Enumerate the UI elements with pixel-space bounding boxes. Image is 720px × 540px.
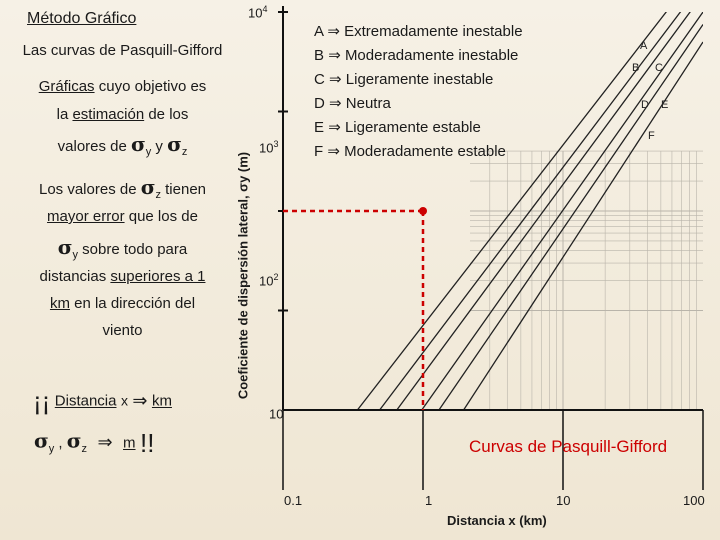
legend-item-d <box>314 92 523 116</box>
text-span: sobre todo para <box>78 241 188 258</box>
legend-letter: F <box>314 143 324 160</box>
sigma-symbol: σ <box>140 175 156 199</box>
legend-letter: B <box>314 47 325 64</box>
subscript-y: y <box>145 146 152 158</box>
legend-text: Ligeramente inestable <box>345 71 494 88</box>
text-estimacion: estimación <box>72 106 145 123</box>
arrow-icon: ⇒ <box>97 431 113 452</box>
curve-tag-d: D <box>641 99 649 111</box>
sigma-symbol: σ <box>131 132 146 156</box>
x-tick-label: 0.1 <box>284 493 303 508</box>
text-span: valores de <box>57 138 132 155</box>
x-axis-label: Distancia x (km) <box>447 513 547 528</box>
subscript-z: z <box>155 189 161 201</box>
legend-item-e <box>314 116 523 140</box>
text-distancia: Distancia <box>54 392 117 410</box>
text-span: en la dirección del <box>69 295 196 312</box>
marker-point <box>419 207 427 215</box>
text-span: la <box>56 106 73 123</box>
legend-letter: D <box>314 95 325 112</box>
implies-arrow-icon: ⇒ <box>327 23 340 40</box>
y-tick-label <box>259 139 278 155</box>
chart-title: Curvas de Pasquill-Gifford <box>469 437 668 456</box>
x-tick-label: 10 <box>556 493 571 508</box>
y-tick-exp: 3 <box>273 139 279 149</box>
text-km: km <box>49 295 70 312</box>
y-tick-base: 10 <box>259 273 274 289</box>
text-mayor-error: mayor error <box>47 208 125 225</box>
text-span: Los valores de <box>38 181 141 198</box>
text-superiores: superiores a 1 <box>110 268 206 285</box>
curve-tag-a: A <box>640 40 648 52</box>
text-m-unit: m <box>123 434 136 452</box>
curve-tag-f: F <box>648 130 655 142</box>
curve-tag-c: C <box>655 62 663 74</box>
sigma-symbol: σ <box>34 428 49 453</box>
text-span: de los <box>144 106 189 123</box>
stability-legend <box>314 20 523 164</box>
legend-item-b <box>314 44 523 68</box>
y-tick-label <box>269 405 283 421</box>
text-graficas: Gráficas <box>38 78 95 95</box>
subscript-y: y <box>48 442 55 455</box>
y-tick-base: 10 <box>269 406 284 422</box>
implies-arrow-icon: ⇒ <box>329 95 342 112</box>
legend-text: Ligeramente estable <box>344 119 481 136</box>
text-span: tienen <box>160 181 207 198</box>
exclamation-open: ¡¡ <box>33 386 51 416</box>
subscript-z: z <box>81 442 88 455</box>
exclamation-close: !! <box>139 428 155 458</box>
legend-text: Neutra <box>345 95 391 112</box>
implies-arrow-icon: ⇒ <box>328 119 341 136</box>
arrow-icon: ⇒ <box>132 390 148 411</box>
text-span: cuyo objetivo es <box>94 78 207 95</box>
legend-text: Extremadamente inestable <box>344 23 523 40</box>
sigma-symbol: σ <box>167 132 182 156</box>
implies-arrow-icon: ⇒ <box>329 71 342 88</box>
text-span: y <box>151 138 168 155</box>
legend-text: Moderadamente inestable <box>344 47 519 64</box>
y-tick-label <box>248 4 267 20</box>
text-x: x <box>120 392 128 409</box>
subscript-y: y <box>72 249 78 261</box>
x-tick-label: 1 <box>425 493 433 508</box>
legend-letter: A <box>314 23 324 40</box>
text-comma: , <box>54 434 67 452</box>
legend-text: Moderadamente estable <box>344 143 506 160</box>
implies-arrow-icon: ⇒ <box>328 47 341 64</box>
text-span: que los de <box>124 208 198 225</box>
legend-item-a <box>314 20 523 44</box>
curve-tag-b: B <box>632 62 640 74</box>
y-tick-base: 10 <box>248 5 263 21</box>
y-tick-exp: 2 <box>273 272 279 282</box>
y-tick-base: 10 <box>259 140 274 156</box>
text-line-9: viento <box>102 322 143 339</box>
chart-grid <box>470 151 703 410</box>
sigma-symbol: σ <box>66 428 82 453</box>
page-subtitle: Las curvas de Pasquill-Gifford <box>22 42 223 59</box>
subscript-z: z <box>181 146 188 158</box>
chart-marks <box>283 207 427 410</box>
legend-letter: E <box>314 119 325 136</box>
x-tick-label: 100 <box>683 493 705 508</box>
text-span: distancias <box>39 268 111 285</box>
legend-item-f <box>314 140 523 164</box>
sigma-symbol: σ <box>57 235 73 259</box>
y-tick-label <box>259 272 278 288</box>
text-km-unit: km <box>151 392 172 410</box>
legend-letter: C <box>314 71 325 88</box>
implies-arrow-icon: ⇒ <box>327 143 340 160</box>
legend-item-c <box>314 68 523 92</box>
y-tick-exp: 4 <box>262 4 268 14</box>
curve-tag-e: E <box>661 99 669 111</box>
y-axis-label: Coeficiente de dispersión lateral, σy (m) <box>235 151 251 400</box>
page-title: Método Gráfico <box>27 10 137 27</box>
